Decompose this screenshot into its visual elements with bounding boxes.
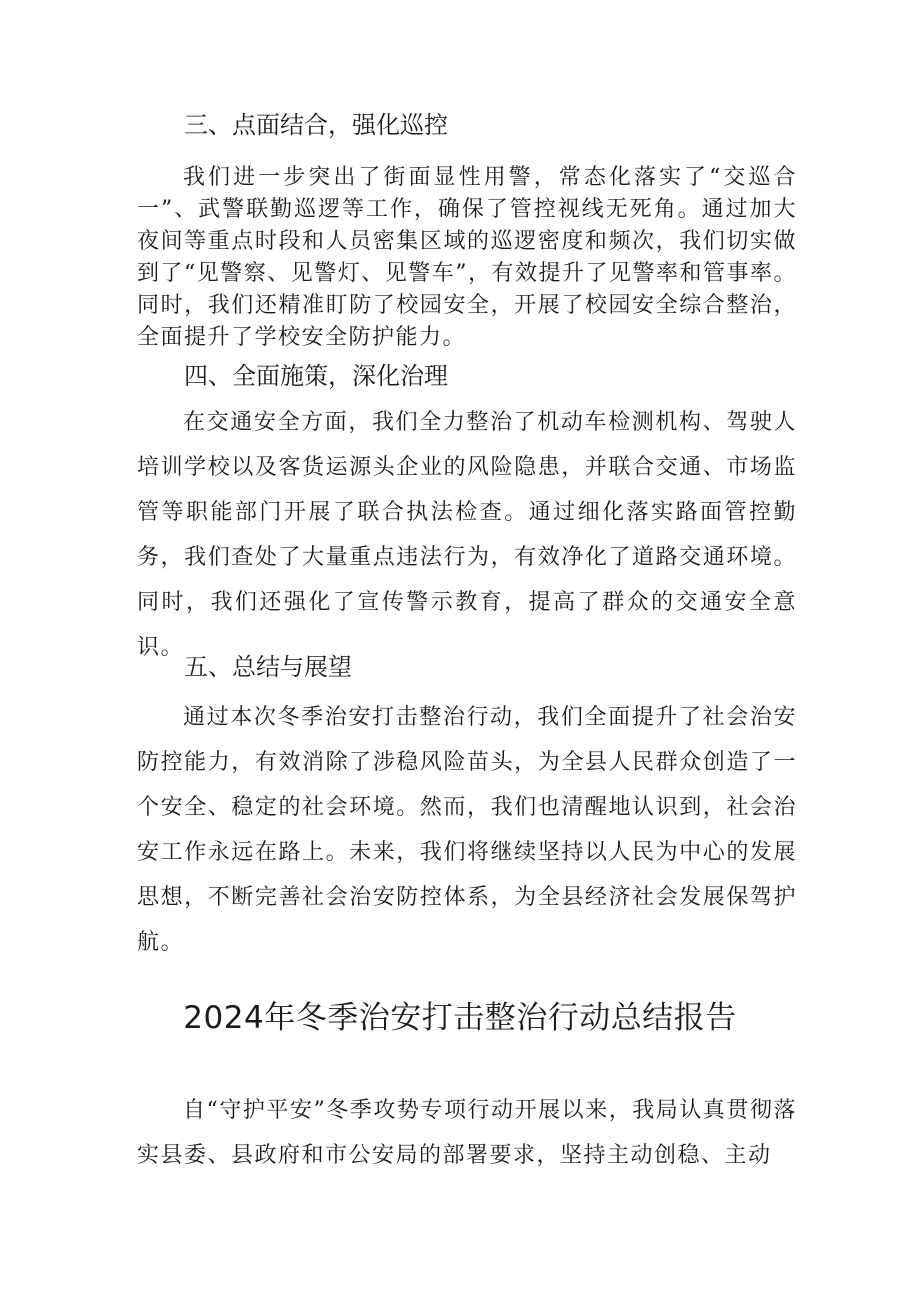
intro-paragraph: 自“守护平安”冬季攻势专项行动开展以来，我局认真贯彻落实县委、县政府和市公安局的部署要求，坚持主动创稳、主动: [137, 1098, 797, 1168]
section-3-body: 我们进一步突出了街面显性用警，常态化落实了“交巡合一”、武警联勤巡逻等工作，确保了管控视线无死角。通过加大夜间等重点时段和人员密集区域的巡逻密度和频次，我们切实做到了“见警察、见警灯、见警车”，有效提升了见警率和管事率。同时，我们还精准盯防了校园安全，开展了校园安全综合整治，全面提升了学校安全防护能力。: [137, 165, 797, 350]
section-4-heading: 四、全面施策，深化治理: [184, 362, 448, 390]
section-5-body: 通过本次冬季治安打击整治行动，我们全面提升了社会治安防控能力，有效消除了涉稳风险苗头，为全县人民群众创造了一个安全、稳定的社会环境。然而，我们也清醒地认识到，社会治安工作永远在路上。未来，我们将继续坚持以人民为中心的发展思想，不断完善社会治安防控体系，为全县经济社会发展保驾护航。: [137, 705, 797, 955]
section-3-heading: 三、点面结合，强化巡控: [184, 111, 448, 139]
section-4-body: 在交通安全方面，我们全力整治了机动车检测机构、驾驶人培训学校以及客货运源头企业的风险隐患，并联合交通、市场监管等职能部门开展了联合执法检查。通过细化落实路面管控勤务，我们查处了大量重点违法行为，有效净化了道路交通环境。同时，我们还强化了宣传警示教育，提高了群众的交通安全意识。: [137, 410, 797, 660]
section-5-heading: 五、总结与展望: [184, 653, 352, 681]
document-title: 2024年冬季治安打击整治行动总结报告: [183, 1000, 737, 1036]
